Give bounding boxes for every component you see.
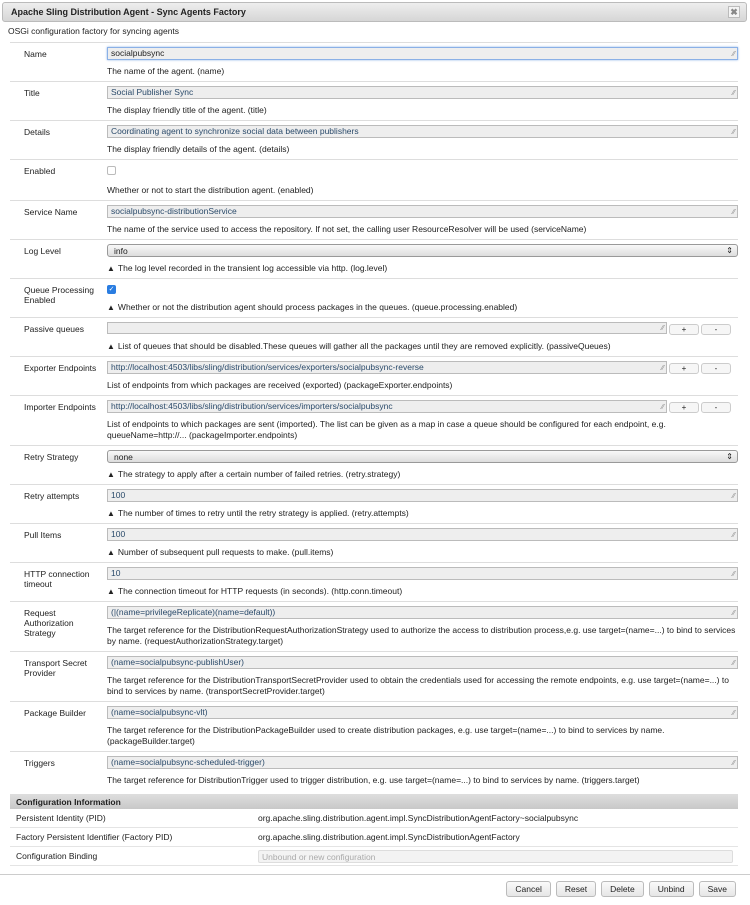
retry-strategy-select[interactable] — [107, 450, 738, 463]
request-authorization-strategy-description — [107, 625, 738, 647]
pid-value: org.apache.sling.distribution.agent.impl.SyncDistributionAgentFactory~socialpubsync — [258, 813, 579, 823]
pull-items-description-text: Number of subsequent pull requests to make. (pull.items) — [117, 547, 334, 557]
config-form — [10, 42, 738, 790]
remove-entry-button[interactable]: - — [701, 363, 731, 374]
reset-button[interactable]: Reset — [556, 881, 596, 897]
resize-grip-icon[interactable]: ⁄⁄ — [732, 209, 735, 216]
resize-grip-icon[interactable]: ⁄⁄ — [732, 571, 735, 578]
dialog-title-bar — [2, 2, 747, 22]
service-name-description — [107, 224, 738, 235]
details-description-text: The display friendly details of the agent. (details) — [107, 144, 290, 154]
field-row-name — [10, 42, 738, 81]
importer-endpoints-input[interactable] — [107, 400, 667, 413]
resize-grip-icon[interactable]: ⁄⁄ — [732, 610, 735, 617]
retry-strategy-description-text: The strategy to apply after a certain number of failed retries. (retry.strategy) — [117, 469, 401, 479]
field-row-enabled — [10, 159, 738, 200]
transport-secret-provider-label: Transport Secret Provider — [24, 658, 87, 678]
pid-label: Persistent Identity (PID) — [16, 813, 106, 823]
field-row-importer-endpoints — [10, 395, 738, 445]
passive-queues-description-text: List of queues that should be disabled.These queues will gather all the packages until they are removed explicitly. (passiveQueues) — [117, 341, 611, 351]
exporter-endpoints-input[interactable] — [107, 361, 667, 374]
field-row-transport-secret-provider — [10, 651, 738, 701]
resize-grip-icon[interactable]: ⁄⁄ — [661, 365, 664, 372]
field-row-details — [10, 120, 738, 159]
binding-label: Configuration Binding — [16, 851, 98, 861]
field-row-pull-items — [10, 523, 738, 562]
exporter-endpoints-value: http://localhost:4503/libs/sling/distribution/services/exporters/socialpubsync-reverse — [111, 362, 424, 372]
resize-grip-icon[interactable]: ⁄⁄ — [732, 90, 735, 97]
unbind-button[interactable]: Unbind — [649, 881, 694, 897]
retry-strategy-label: Retry Strategy — [24, 452, 79, 462]
exporter-endpoints-description — [107, 380, 738, 391]
queue-processing-enabled-description — [107, 302, 738, 313]
configuration-information — [10, 794, 738, 866]
queue-processing-enabled-label: Queue Processing Enabled — [24, 285, 94, 305]
delete-button[interactable]: Delete — [601, 881, 644, 897]
select-arrows-icon: ⇕ — [726, 452, 733, 461]
pid-row — [10, 809, 738, 828]
title-label: Title — [24, 88, 40, 98]
add-entry-button[interactable]: + — [669, 363, 699, 374]
triggers-label: Triggers — [24, 758, 55, 768]
select-arrows-icon: ⇕ — [726, 246, 733, 255]
passive-queues-input[interactable] — [107, 322, 667, 334]
warning-icon: ▲ — [107, 264, 115, 273]
field-row-retry-attempts — [10, 484, 738, 523]
service-name-label: Service Name — [24, 207, 78, 217]
retry-attempts-input[interactable] — [107, 489, 738, 502]
passive-queues-label: Passive queues — [24, 324, 85, 334]
exporter-endpoints-label: Exporter Endpoints — [24, 363, 97, 373]
factory-pid-label: Factory Persistent Identifier (Factory PID) — [16, 832, 173, 842]
enabled-checkbox[interactable] — [107, 166, 116, 175]
field-row-exporter-endpoints — [10, 356, 738, 395]
passive-queues-description — [107, 341, 738, 352]
warning-icon: ▲ — [107, 342, 115, 351]
resize-grip-icon[interactable]: ⁄⁄ — [732, 532, 735, 539]
request-authorization-strategy-description-text: The target reference for the DistributionRequestAuthorizationStrategy used to authorize the access to distribution process,e.g. use target=(name=...) to bind to services by name. (requestAuthorizationStrategy.target) — [107, 625, 736, 646]
service-name-value: socialpubsync-distributionService — [111, 206, 237, 216]
dialog-subtitle: OSGi configuration factory for syncing agents — [8, 26, 180, 36]
remove-entry-button[interactable]: - — [701, 324, 731, 335]
transport-secret-provider-input[interactable] — [107, 656, 738, 669]
retry-attempts-label: Retry attempts — [24, 491, 80, 501]
transport-secret-provider-value: (name=socialpubsync-publishUser) — [111, 657, 244, 667]
package-builder-description-text: The target reference for the DistributionPackageBuilder used to create distribution packages, e.g. use target=(name=...) to bind to services by name. (packageBuilder.target) — [107, 725, 665, 746]
request-authorization-strategy-input[interactable] — [107, 606, 738, 619]
details-value: Coordinating agent to synchronize social data between publishers — [111, 126, 359, 136]
pull-items-description — [107, 547, 738, 558]
http-connection-timeout-value: 10 — [111, 568, 121, 578]
field-row-triggers — [10, 751, 738, 790]
log-level-select[interactable] — [107, 244, 738, 257]
retry-attempts-description-text: The number of times to retry until the retry strategy is applied. (retry.attempts) — [117, 508, 409, 518]
action-buttons — [0, 875, 750, 905]
factory-pid-row — [10, 828, 738, 847]
name-description-text: The name of the agent. (name) — [107, 66, 225, 76]
cancel-button[interactable]: Cancel — [506, 881, 550, 897]
pull-items-label: Pull Items — [24, 530, 62, 540]
http-connection-timeout-label: HTTP connection timeout — [24, 569, 90, 589]
package-builder-input[interactable] — [107, 706, 738, 719]
pull-items-value: 100 — [111, 529, 126, 539]
name-description — [107, 66, 738, 77]
add-entry-button[interactable]: + — [669, 402, 699, 413]
warning-icon: ▲ — [107, 509, 115, 518]
importer-endpoints-description — [107, 419, 738, 441]
enabled-label: Enabled — [24, 166, 56, 176]
close-icon[interactable]: ✖ — [728, 6, 740, 18]
name-input[interactable] — [107, 47, 738, 60]
title-value: Social Publisher Sync — [111, 87, 194, 97]
resize-grip-icon[interactable]: ⁄⁄ — [732, 660, 735, 667]
title-description — [107, 105, 738, 116]
queue-processing-enabled-checkbox[interactable]: ✓ — [108, 286, 115, 293]
triggers-description — [107, 775, 738, 786]
service-name-input[interactable] — [107, 205, 738, 218]
log-level-description — [107, 263, 738, 274]
details-description — [107, 144, 738, 155]
transport-secret-provider-description — [107, 675, 738, 697]
package-builder-label: Package Builder — [24, 708, 86, 718]
field-row-title — [10, 81, 738, 120]
enabled-description-text: Whether or not to start the distribution agent. (enabled) — [107, 185, 314, 195]
field-row-passive-queues — [10, 317, 738, 356]
resize-grip-icon[interactable]: ⁄⁄ — [661, 325, 664, 332]
triggers-value: (name=socialpubsync-scheduled-trigger) — [111, 757, 265, 767]
dialog-title: Apache Sling Distribution Agent - Sync Agents Factory — [11, 7, 246, 17]
resize-grip-icon[interactable]: ⁄⁄ — [732, 760, 735, 767]
field-row-http-connection-timeout — [10, 562, 738, 601]
factory-pid-value: org.apache.sling.distribution.agent.impl.SyncDistributionAgentFactory — [258, 832, 520, 842]
request-authorization-strategy-label: Request Authorization Strategy — [24, 608, 74, 638]
request-authorization-strategy-value: (|(name=privilegeReplicate)(name=default)) — [111, 607, 276, 617]
details-input[interactable] — [107, 125, 738, 138]
retry-attempts-value: 100 — [111, 490, 126, 500]
log-level-description-text: The log level recorded in the transient log accessible via http. (log.level) — [117, 263, 388, 273]
resize-grip-icon[interactable]: ⁄⁄ — [732, 129, 735, 136]
triggers-description-text: The target reference for DistributionTrigger used to trigger distribution, e.g. use target=(name=...) to bind to services by name. (triggers.target) — [107, 775, 640, 785]
name-value: socialpubsync — [111, 48, 165, 58]
save-button[interactable]: Save — [699, 881, 736, 897]
importer-endpoints-label: Importer Endpoints — [24, 402, 96, 412]
warning-icon: ▲ — [107, 548, 115, 557]
retry-attempts-description — [107, 508, 738, 519]
log-level-label: Log Level — [24, 246, 61, 256]
service-name-description-text: The name of the service used to access the repository. If not set, the calling user ResourceResolver will be used (serviceName) — [107, 224, 587, 234]
field-row-retry-strategy — [10, 445, 738, 484]
resize-grip-icon[interactable]: ⁄⁄ — [732, 51, 735, 58]
field-row-queue-processing-enabled — [10, 278, 738, 317]
config-info-heading: Configuration Information — [10, 795, 738, 809]
transport-secret-provider-description-text: The target reference for the DistributionTransportSecretProvider used to obtain the credentials used for accessing the remote endpoints, e.g. use target=(name=...) to bind to services by name. (transportSecretProvider.target) — [107, 675, 729, 696]
resize-grip-icon[interactable]: ⁄⁄ — [732, 710, 735, 717]
title-input[interactable] — [107, 86, 738, 99]
importer-endpoints-description-text: List of endpoints to which packages are sent (imported). The list can be given as a map in case a queue should be configured for each endpoint, e.g. queueName=http://... (packageImporter.endpoints) — [107, 419, 666, 440]
add-entry-button[interactable]: + — [669, 324, 699, 335]
warning-icon: ▲ — [107, 303, 115, 312]
remove-entry-button[interactable]: - — [701, 402, 731, 413]
name-label: Name — [24, 49, 47, 59]
http-connection-timeout-description — [107, 586, 738, 597]
resize-grip-icon[interactable]: ⁄⁄ — [732, 493, 735, 500]
retry-strategy-description — [107, 469, 738, 480]
enabled-description — [107, 185, 738, 196]
warning-icon: ▲ — [107, 470, 115, 479]
pull-items-input[interactable] — [107, 528, 738, 541]
importer-endpoints-value: http://localhost:4503/libs/sling/distribution/services/importers/socialpubsync — [111, 401, 393, 411]
field-row-log-level — [10, 239, 738, 278]
retry-strategy-selected: none — [114, 452, 133, 462]
triggers-input[interactable] — [107, 756, 738, 769]
http-connection-timeout-input[interactable] — [107, 567, 738, 580]
details-label: Details — [24, 127, 50, 137]
exporter-endpoints-description-text: List of endpoints from which packages are received (exported) (packageExporter.endpoints) — [107, 380, 453, 390]
log-level-selected: info — [114, 246, 128, 256]
field-row-request-authorization-strategy — [10, 601, 738, 651]
field-row-package-builder — [10, 701, 738, 751]
resize-grip-icon[interactable]: ⁄⁄ — [661, 404, 664, 411]
title-description-text: The display friendly title of the agent. (title) — [107, 105, 267, 115]
field-row-service-name — [10, 200, 738, 239]
binding-field: Unbound or new configuration — [258, 850, 733, 863]
binding-row — [10, 847, 738, 866]
package-builder-value: (name=socialpubsync-vlt) — [111, 707, 208, 717]
package-builder-description — [107, 725, 738, 747]
http-connection-timeout-description-text: The connection timeout for HTTP requests (in seconds). (http.conn.timeout) — [117, 586, 403, 596]
queue-processing-enabled-description-text: Whether or not the distribution agent should process packages in the queues. (queue.processing.enabled) — [117, 302, 518, 312]
warning-icon: ▲ — [107, 587, 115, 596]
